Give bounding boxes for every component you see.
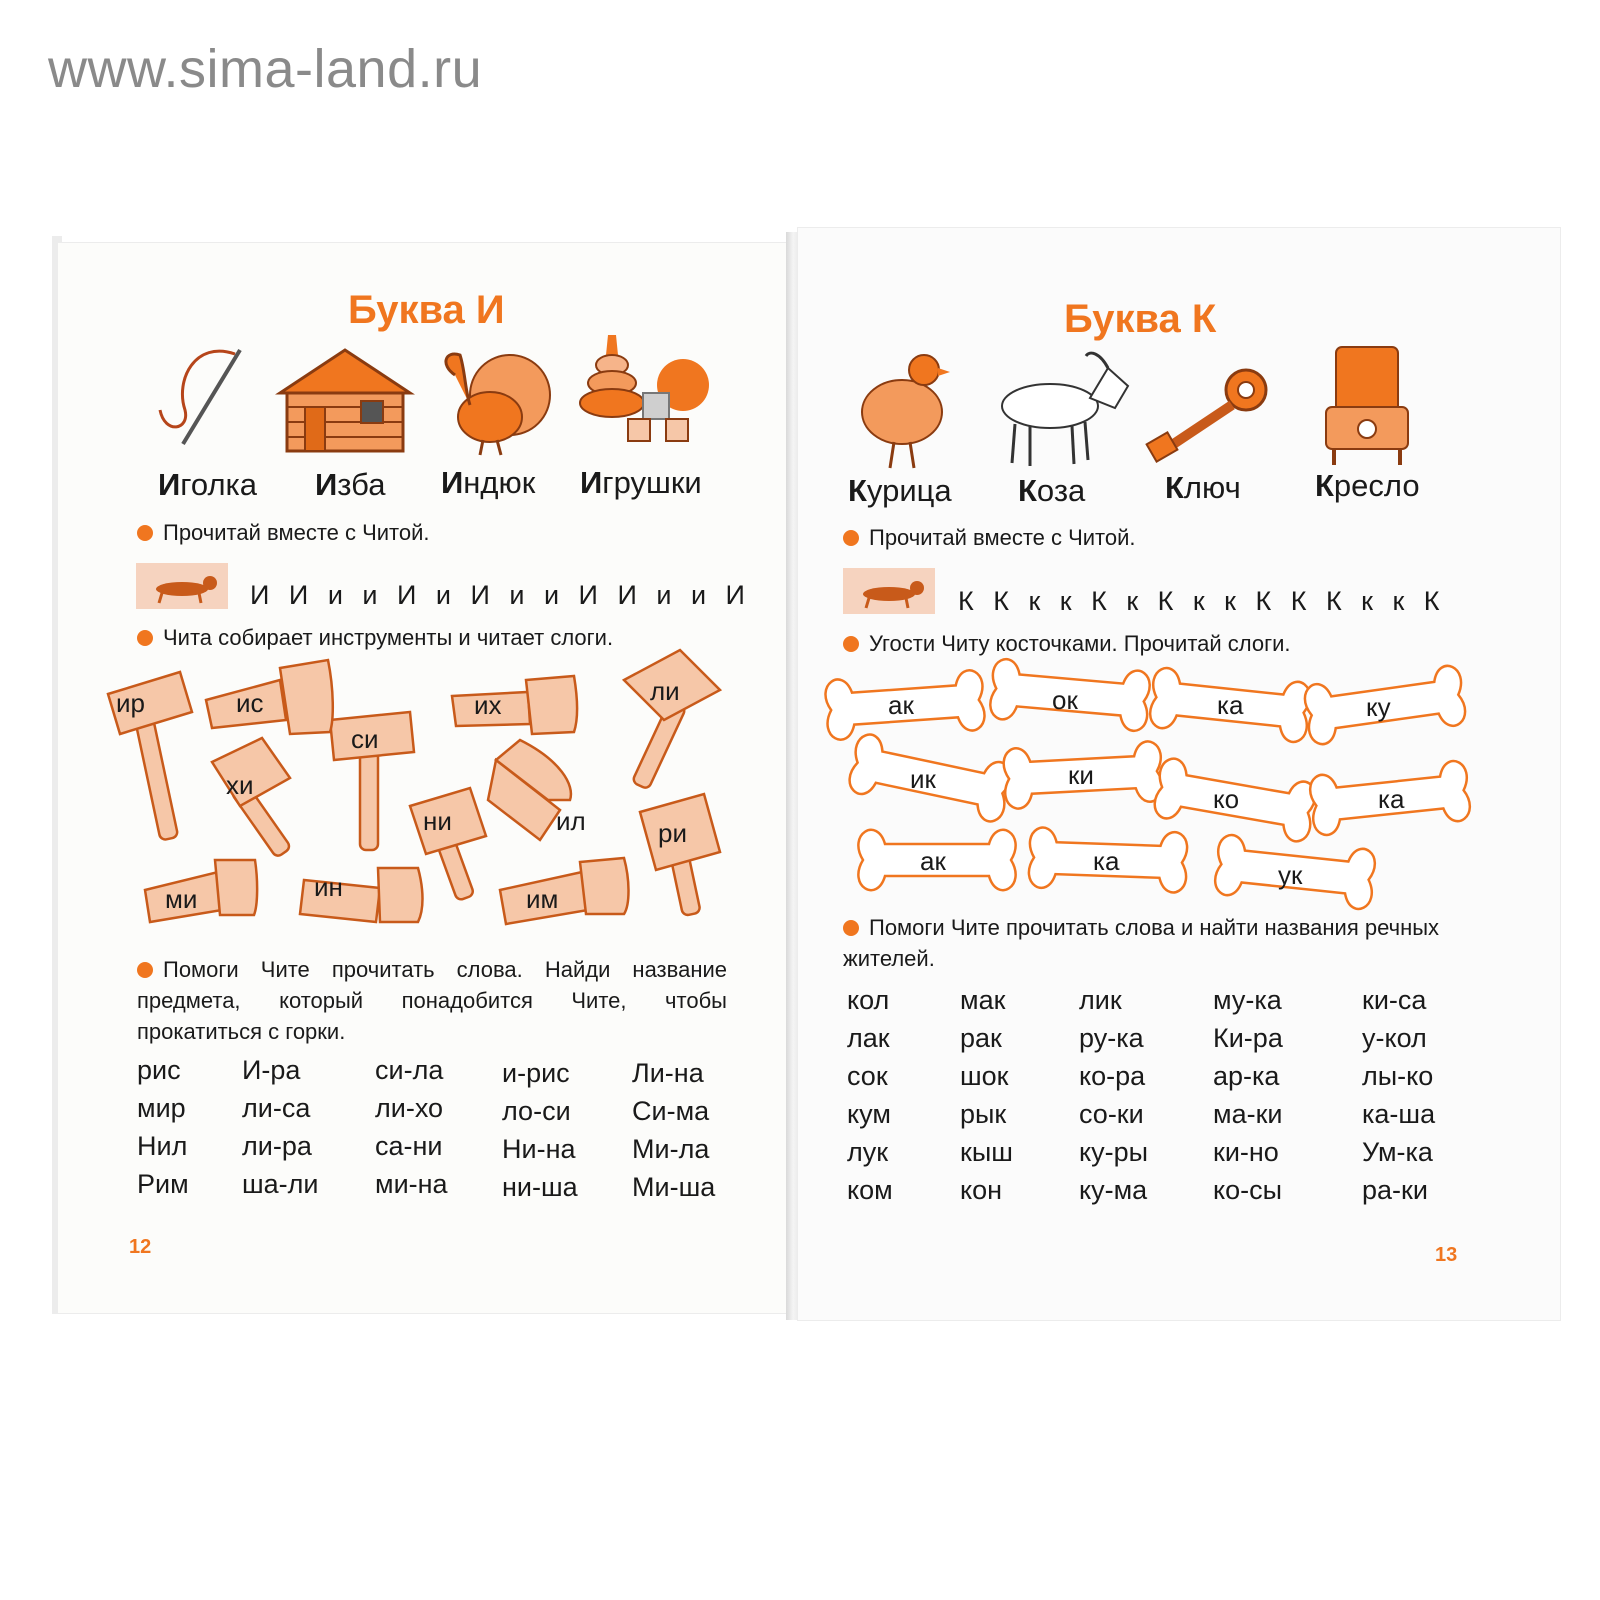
word: кол	[847, 985, 890, 1015]
bone-syllable: ка	[1093, 846, 1120, 876]
word: рык	[960, 1099, 1007, 1129]
word: ки-но	[1213, 1137, 1279, 1167]
word: Ли-на	[632, 1058, 704, 1088]
word: кыш	[960, 1137, 1013, 1167]
word: Ки-ра	[1213, 1023, 1283, 1053]
left-instruction-2: Чита собирает инструменты и читает слоги.	[137, 622, 613, 653]
word: са-ни	[375, 1131, 443, 1161]
bone-syllable: ок	[1052, 685, 1078, 715]
letter-row-k: К К к к К к К к к К К К к к К	[958, 586, 1446, 616]
right-instruction-1: Прочитай вместе с Читой.	[843, 522, 1136, 553]
word: кон	[960, 1175, 1003, 1205]
word: ни-ша	[502, 1172, 578, 1202]
tool-syllable: ни	[423, 806, 452, 836]
word: лы-ко	[1362, 1061, 1434, 1091]
word: Ни-на	[502, 1134, 576, 1164]
letter-row-i: И И и и И и И и и И И и и И	[250, 580, 751, 610]
tool-syllable: ми	[165, 884, 198, 914]
word: ко-ра	[1079, 1061, 1146, 1091]
word: ша-ли	[242, 1169, 319, 1199]
word: ру-ка	[1079, 1023, 1144, 1053]
word: Рим	[137, 1169, 189, 1199]
word: и-рис	[502, 1058, 570, 1088]
picture-word-needle: Иголка	[158, 467, 258, 502]
bone-syllable: ак	[888, 690, 914, 720]
word: Нил	[137, 1131, 188, 1161]
tool-syllable: ил	[556, 806, 586, 836]
left-instruction-1: Прочитай вместе с Читой.	[137, 517, 430, 548]
bone-syllable: ак	[920, 846, 946, 876]
word: лук	[847, 1137, 889, 1167]
tool-syllable: хи	[226, 770, 254, 800]
word: ли-хо	[375, 1093, 444, 1123]
word: у-кол	[1362, 1023, 1427, 1053]
tool-syllable: ли	[650, 676, 680, 706]
tool-syllable: си	[351, 724, 379, 754]
bullet-icon	[843, 920, 859, 936]
picture-word-hut: Изба	[315, 467, 386, 502]
bone-syllable: ку	[1366, 692, 1391, 722]
word: си-ла	[375, 1055, 444, 1085]
bone-syllable: ка	[1378, 784, 1405, 814]
tool-syllable: ри	[658, 818, 687, 848]
word: ра-ки	[1362, 1175, 1428, 1205]
picture-word-goat: Коза	[1018, 473, 1086, 508]
word: ма-ки	[1213, 1099, 1283, 1129]
left-page-number: 12	[129, 1236, 152, 1258]
word: ку-ма	[1079, 1175, 1148, 1205]
word: ку-ры	[1079, 1137, 1149, 1167]
word: Ми-ша	[632, 1172, 716, 1202]
word: ко-сы	[1213, 1175, 1283, 1205]
bone-syllable: ик	[910, 764, 936, 794]
tool-syllable: ис	[236, 688, 264, 718]
word: Си-ма	[632, 1096, 710, 1126]
bone-syllable: ки	[1068, 760, 1094, 790]
left-page-title: Буква И	[348, 288, 505, 332]
right-page-title: Буква К	[1064, 297, 1217, 341]
tool-syllable: их	[474, 690, 502, 720]
right-page-number: 13	[1435, 1244, 1458, 1266]
word: му-ка	[1213, 985, 1282, 1015]
word: ком	[847, 1175, 893, 1205]
word: И-ра	[242, 1055, 301, 1085]
word: Ум-ка	[1362, 1137, 1433, 1167]
word: ли-ра	[242, 1131, 312, 1161]
picture-word-hen: Курица	[848, 473, 952, 508]
word: ка-ша	[1362, 1099, 1436, 1129]
bone-syllable: ка	[1217, 690, 1244, 720]
word: рак	[960, 1023, 1002, 1053]
word: ки-са	[1362, 985, 1427, 1015]
word: ар-ка	[1213, 1061, 1280, 1091]
word: ло-си	[502, 1096, 571, 1126]
word: шок	[960, 1061, 1009, 1091]
word: кум	[847, 1099, 891, 1129]
tool-syllable: им	[526, 884, 559, 914]
word: мир	[137, 1093, 186, 1123]
site-watermark: www.sima-land.ru	[48, 39, 483, 99]
picture-word-armchair: Кресло	[1315, 468, 1420, 503]
word: лик	[1079, 985, 1122, 1015]
right-instruction-2: Угости Читу косточками. Прочитай слоги.	[843, 628, 1291, 659]
picture-word-key: Ключ	[1165, 470, 1241, 505]
right-instruction-3: Помоги Чите прочитать слова и найти названия речных жителей.	[843, 915, 1440, 971]
bone-syllable: ук	[1278, 860, 1303, 890]
left-instruction-3: Помоги Чите прочитать слова. Найди название предмета, который понадобится Чите, чтобы прокатиться с горки.	[137, 957, 727, 1044]
word: ми-на	[375, 1169, 448, 1199]
word: со-ки	[1079, 1099, 1144, 1129]
word: лак	[847, 1023, 890, 1053]
tool-syllable: ир	[116, 688, 145, 718]
tool-syllable: ин	[314, 872, 343, 902]
word: Ми-ла	[632, 1134, 710, 1164]
word: сок	[847, 1061, 888, 1091]
picture-word-turkey: Индюк	[441, 465, 536, 500]
word: мак	[960, 985, 1006, 1015]
picture-word-toys: Игрушки	[580, 465, 702, 500]
word: ли-са	[242, 1093, 311, 1123]
word: рис	[137, 1055, 181, 1085]
bone-syllable: ко	[1213, 784, 1240, 814]
